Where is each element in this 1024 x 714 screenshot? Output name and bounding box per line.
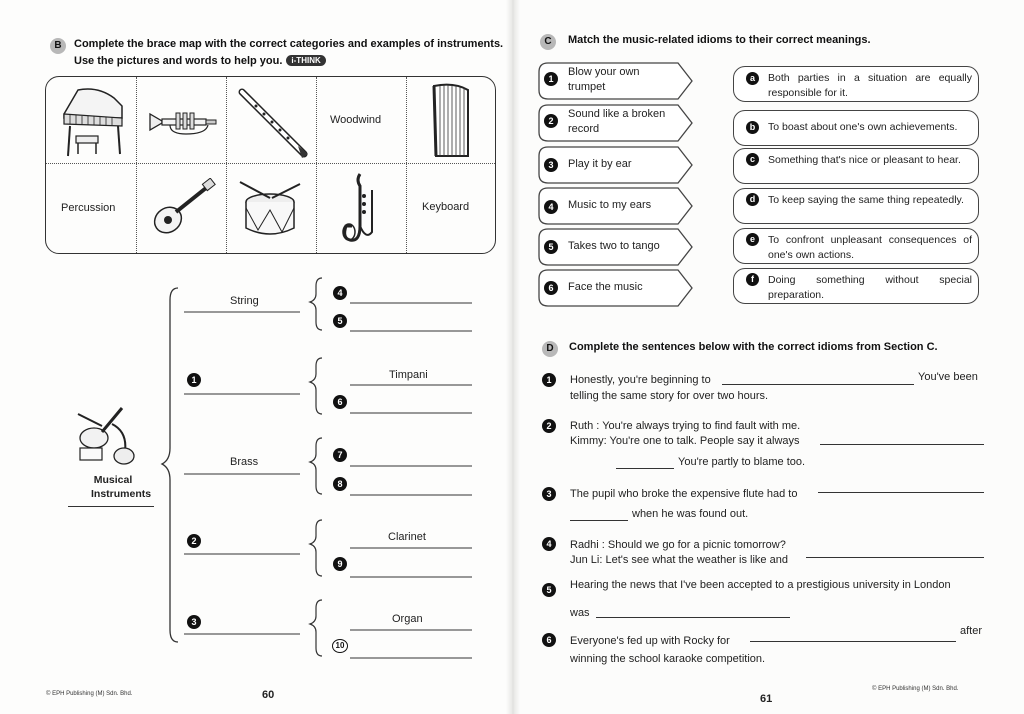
d-q2-answer-line-1[interactable] [820,444,984,445]
d-q6-answer-line[interactable] [750,641,956,642]
d-q6-part-b: after [960,625,983,637]
d-q2-part-b: Kimmy: You're one to talk. People say it always [570,435,800,447]
d-q5-answer-line[interactable] [596,617,790,618]
meaning-text-f: Doing something without special preparation. [768,274,972,301]
section-c-badge: C [540,34,556,50]
idiom-num-4: 4 [544,200,558,214]
meaning-box-f[interactable] [733,268,979,304]
meaning-letter-b: b [746,121,759,134]
guitar-icon [148,178,218,240]
copyright-right: © EPH Publishing (M) Sdn. Bhd. [872,686,959,692]
d-q1-part-c: telling the same story for over two hours. [570,390,769,402]
d-num-2: 2 [542,419,556,433]
idiom-num-3: 3 [544,158,558,172]
example-clarinet: Clarinet [388,531,426,543]
d-q4-answer-line[interactable] [806,557,984,558]
d-q3-answer-line-2[interactable] [570,520,628,521]
brace-num-7: 7 [333,448,347,462]
table-col-divider [136,77,137,253]
brace-num-2: 2 [187,534,201,548]
idiom-box-4[interactable] [538,187,694,225]
d-num-3: 3 [542,487,556,501]
meaning-box-a[interactable] [733,66,979,102]
meaning-text-d: To keep saying the same thing repeatedly. [768,194,964,206]
page-number-60: 60 [262,689,275,701]
section-b-subtitle-text: Use the pictures and words to help you. [74,55,283,67]
example-organ: Organ [392,613,423,625]
meaning-text-c: Something that's nice or pleasant to hear. [768,154,961,166]
page-number-61: 61 [760,693,773,705]
d-q1-part-b: You've been [918,371,978,383]
idiom-box-2[interactable] [538,104,694,142]
meaning-text-a: Both parties in a situation are equally responsible for it. [768,72,972,99]
d-q3-part-b: when he was found out. [632,508,749,520]
category-string: String [230,295,259,307]
meaning-letter-f: f [746,273,759,286]
d-num-6: 6 [542,633,556,647]
d-q2-part-c: You're partly to blame too. [678,456,806,468]
d-q3-answer-line-1[interactable] [818,492,984,493]
idiom-box-1[interactable] [538,62,694,100]
root-underline [68,506,154,507]
harp-icon [428,80,472,160]
brace-num-3: 3 [187,615,201,629]
d-q3-part-a: The pupil who broke the expensive flute had to [570,488,798,500]
word-percussion: Percussion [61,202,116,214]
idiom-box-3[interactable] [538,146,694,184]
section-c-title: Match the music-related idioms to their correct meanings. [568,34,871,46]
section-d-badge: D [542,341,558,357]
copyright-left: © EPH Publishing (M) Sdn. Bhd. [46,691,133,697]
meaning-text-b: To boast about one's own achievements. [768,121,958,133]
meaning-letter-d: d [746,193,759,206]
idiom-box-5[interactable] [538,228,694,266]
d-q1-part-a: Honestly, you're beginning to [570,374,711,386]
meaning-letter-a: a [746,72,759,85]
d-num-5: 5 [542,583,556,597]
idiom-text-6: Face the music [568,281,643,293]
section-d-title: Complete the sentences below with the correct idioms from Section C. [569,341,938,353]
trumpet-icon [146,106,220,136]
d-q2-part-a: Ruth : You're always trying to find fault with me. [570,420,801,432]
grand-piano-icon [58,84,128,158]
meaning-letter-c: c [746,153,759,166]
d-q4-part-b: Jun Li: Let's see what the weather is like and [570,554,788,566]
d-num-4: 4 [542,537,556,551]
idiom-text-1: Blow your own trumpet [568,66,640,93]
meaning-box-d[interactable] [733,188,979,224]
d-q1-answer-line[interactable] [722,384,914,385]
brace-num-4: 4 [333,286,347,300]
d-q5-part-a: Hearing the news that I've been accepted to a prestigious university in London [570,579,951,591]
idiom-box-6[interactable] [538,269,694,307]
instruments-cluster-icon [72,404,142,470]
table-col-divider [316,77,317,253]
brace-num-6: 6 [333,395,347,409]
table-col-divider [406,77,407,253]
meaning-letter-e: e [746,233,759,246]
idiom-text-5: Takes two to tango [568,240,660,252]
brace-num-8: 8 [333,477,347,491]
brace-num-1: 1 [187,373,201,387]
meaning-box-e[interactable] [733,228,979,264]
brace-root: Musical Instruments [91,474,152,500]
d-q5-part-b: was [570,607,590,619]
idiom-num-1: 1 [544,72,558,86]
meaning-text-e: To confront unpleasant consequences of one's own actions. [768,234,972,261]
clarinet-icon [236,88,310,158]
example-timpani: Timpani [389,369,428,381]
brace-num-10: 10 [332,639,348,653]
brace-map-lines [60,270,500,670]
idiom-text-3: Play it by ear [568,158,632,170]
drum-icon [236,180,306,242]
brace-num-9: 9 [333,557,347,571]
d-q4-part-a: Radhi : Should we go for a picnic tomorrow? [570,539,786,551]
saxophone-icon [340,170,384,248]
d-q2-answer-line-2[interactable] [616,468,674,469]
meaning-box-b[interactable] [733,110,979,146]
book-gutter [506,0,520,714]
brace-num-5: 5 [333,314,347,328]
d-q6-part-a: Everyone's fed up with Rocky for [570,635,730,647]
section-b-subtitle [74,55,326,67]
word-woodwind: Woodwind [330,114,382,126]
idiom-text-2: Sound like a broken record [568,108,666,135]
idiom-num-5: 5 [544,240,558,254]
idiom-text-4: Music to my ears [568,199,652,211]
word-keyboard: Keyboard [422,201,470,213]
table-col-divider [226,77,227,253]
section-b-title: Complete the brace map with the correct categories and examples of instruments. [74,38,504,50]
table-row-divider [46,163,495,164]
d-q6-part-c: winning the school karaoke competition. [570,653,766,665]
section-b-badge: B [50,38,66,54]
meaning-box-c[interactable] [733,148,979,184]
d-num-1: 1 [542,373,556,387]
category-brass: Brass [230,456,259,468]
idiom-num-2: 2 [544,114,558,128]
idiom-num-6: 6 [544,281,558,295]
ithink-badge: i-THINK [286,55,325,66]
